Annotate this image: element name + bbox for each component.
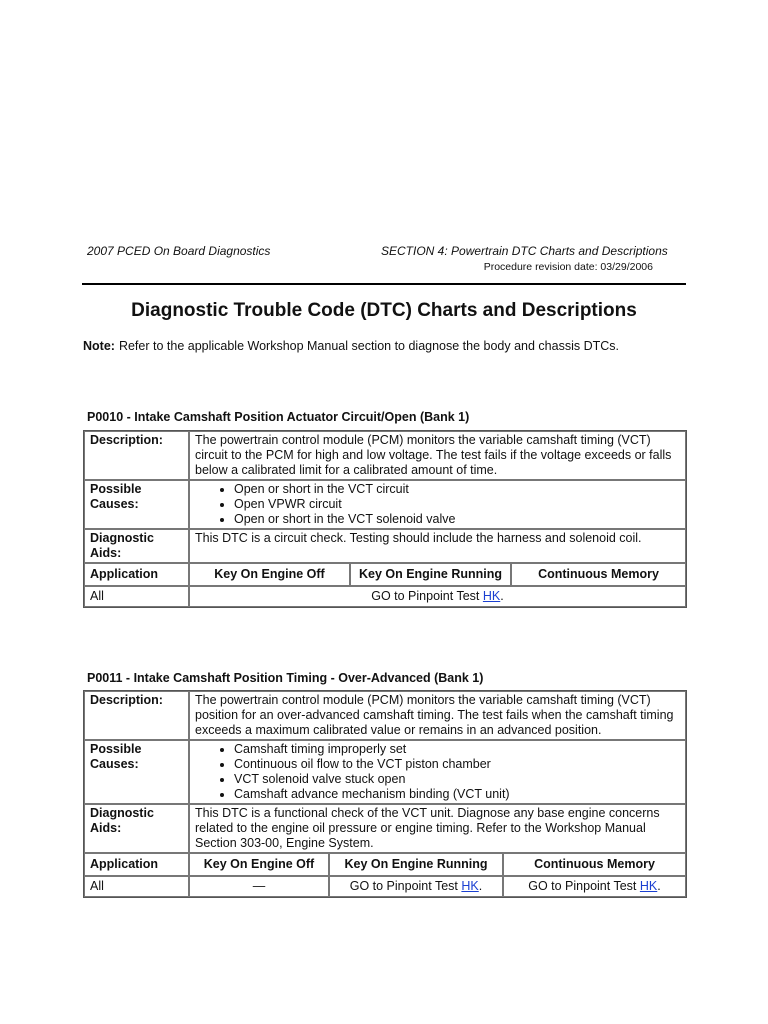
note — [83, 339, 619, 353]
application-cell: All — [84, 586, 189, 607]
aids-text: This DTC is a functional check of the VCT unit. Diagnose any base engine concerns related to the engine oil pressure or engine timing. Refer to the Workshop Manual Section 303-00, Engine System. — [189, 804, 686, 853]
pinpoint-test-link[interactable]: HK — [461, 879, 479, 893]
description-text: The powertrain control module (PCM) monitors the variable camshaft timing (VCT) circuit to the PCM for high and low voltage. The test fails if the voltage exceeds or falls below a calibrated limit for a calibrated amount of time. — [189, 431, 686, 480]
aids-text: This DTC is a circuit check. Testing should include the harness and solenoid coil. — [189, 529, 686, 563]
column-header: Application — [84, 853, 189, 876]
causes-list — [195, 482, 680, 527]
causes-row — [84, 480, 686, 529]
revision-date: Procedure revision date: 03/29/2006 — [483, 261, 653, 273]
column-header: Continuous Memory — [511, 563, 686, 586]
column-header: Key On Engine Running — [329, 853, 503, 876]
column-header: Key On Engine Off — [189, 563, 350, 586]
pinpoint-test-link[interactable]: HK — [482, 589, 501, 603]
koer-cell — [329, 876, 503, 897]
column-header: Key On Engine Off — [189, 853, 329, 876]
aids-label: Diagnostic Aids: — [84, 529, 189, 563]
list-item: • Continuous oil flow to the VCT piston chamber — [234, 757, 680, 772]
list-item: • VCT solenoid valve stuck open — [234, 772, 680, 787]
pinpoint-suffix: . — [657, 879, 661, 893]
causes-cell — [189, 740, 686, 804]
table-row — [84, 876, 686, 897]
column-header: Application — [84, 563, 189, 586]
pinpoint-text: GO to Pinpoint Test — [528, 879, 637, 893]
running-header-left: 2007 PCED On Board Diagnostics — [87, 244, 271, 258]
causes-label: Possible Causes: — [84, 740, 189, 804]
description-text: The powertrain control module (PCM) monitors the variable camshaft timing (VCT) position for an over-advanced camshaft timing. The test fails when the camshaft timing exceeds a maximum calibrated value or remains in an advanced position. — [189, 691, 686, 740]
aids-row — [84, 529, 686, 563]
causes-list — [195, 742, 680, 802]
running-header-right: SECTION 4: Powertrain DTC Charts and Descriptions — [381, 244, 668, 258]
note-text: Refer to the applicable Workshop Manual section to diagnose the body and chassis DTCs. — [118, 339, 620, 353]
dtc-table-p0010 — [83, 430, 687, 608]
list-item: • Open or short in the VCT solenoid valve — [234, 512, 680, 527]
description-row — [84, 431, 686, 480]
dtc-table-p0011 — [83, 690, 687, 898]
application-header-row — [84, 563, 686, 586]
column-header: Key On Engine Running — [350, 563, 511, 586]
aids-row — [84, 804, 686, 853]
note-label: Note: — [83, 339, 115, 353]
pinpoint-cell — [189, 586, 686, 607]
dtc-heading-p0011: P0011 - Intake Camshaft Position Timing - Over-Advanced (Bank 1) — [87, 671, 484, 685]
aids-label: Diagnostic Aids: — [84, 804, 189, 853]
list-item: • Open or short in the VCT circuit — [234, 482, 680, 497]
pinpoint-test-link[interactable]: HK — [639, 879, 658, 893]
pinpoint-suffix: . — [478, 879, 483, 893]
dtc-heading-p0010: P0010 - Intake Camshaft Position Actuator Circuit/Open (Bank 1) — [87, 410, 470, 424]
pinpoint-suffix: . — [500, 589, 504, 603]
column-header: Continuous Memory — [503, 853, 686, 876]
table-row — [84, 586, 686, 607]
page-title: Diagnostic Trouble Code (DTC) Charts and Descriptions — [131, 300, 637, 321]
header-rule — [82, 283, 686, 285]
causes-row — [84, 740, 686, 804]
continuous-memory-cell — [503, 876, 686, 897]
koeo-cell: — — [189, 876, 329, 897]
causes-cell — [189, 480, 686, 529]
causes-label: Possible Causes: — [84, 480, 189, 529]
list-item: • Camshaft advance mechanism binding (VCT unit) — [234, 787, 680, 802]
pinpoint-text: GO to Pinpoint Test — [371, 589, 480, 603]
application-header-row — [84, 853, 686, 876]
list-item: • Open VPWR circuit — [234, 497, 680, 512]
list-item: • Camshaft timing improperly set — [234, 742, 680, 757]
pinpoint-text: GO to Pinpoint Test — [349, 879, 458, 893]
description-row — [84, 691, 686, 740]
description-label: Description: — [84, 691, 189, 740]
description-label: Description: — [84, 431, 189, 480]
application-cell: All — [84, 876, 189, 897]
